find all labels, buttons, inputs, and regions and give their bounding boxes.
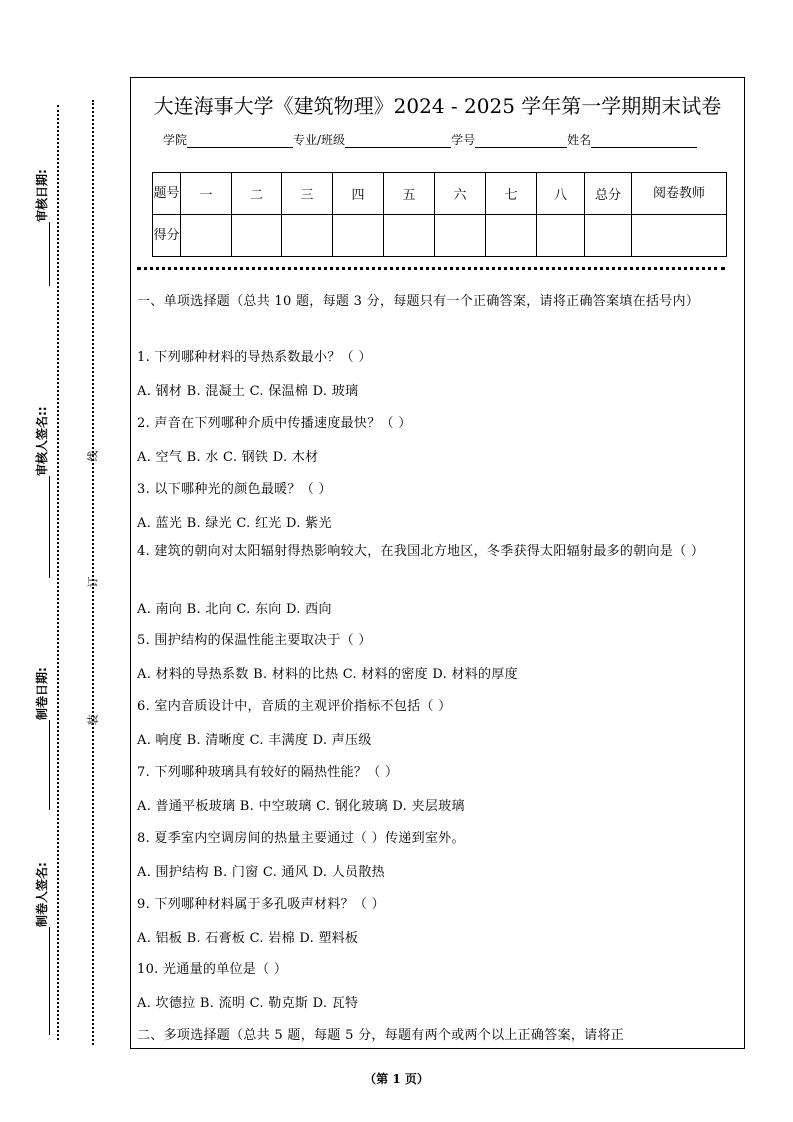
question-4: 4. 建筑的朝向对太阳辐射得热影响较大，在我国北方地区，冬季获得太阳辐射最多的朝向是（ ） xyxy=(137,544,705,559)
question-2: 2. 声音在下列哪种介质中传播速度最快？（ ） xyxy=(137,416,412,431)
section1-heading: 一、单项选择题（总共 10 题，每题 3 分，每题只有一个正确答案，请将正确答案填在括号内） xyxy=(137,294,700,309)
answer-options-6: A. 响度 B. 清晰度 C. 丰满度 D. 声压级 xyxy=(137,733,372,748)
score-cell-3[interactable] xyxy=(282,215,333,257)
student-info-row xyxy=(163,131,697,148)
section2-heading: 二、多项选择题（总共 5 题，每题 5 分，每题有两个或两个以上正确答案，请将正 xyxy=(137,1028,625,1043)
score-cell-total[interactable] xyxy=(585,215,632,257)
name-label: 姓名 xyxy=(567,133,592,147)
col-4: 四 xyxy=(333,173,384,215)
score-cell-4[interactable] xyxy=(333,215,384,257)
score-cell-5[interactable] xyxy=(384,215,435,257)
answer-options-5: A. 材料的导热系数 B. 材料的比热 C. 材料的密度 D. 材料的厚度 xyxy=(137,667,518,682)
score-cell-6[interactable] xyxy=(435,215,486,257)
reviewer-sign-field xyxy=(30,392,50,578)
answer-options-4: A. 南向 B. 北向 C. 东向 D. 西向 xyxy=(137,602,332,617)
answer-options-9: A. 铝板 B. 石膏板 C. 岩棉 D. 塑料板 xyxy=(137,931,359,946)
answer-options-7: A. 普通平板玻璃 B. 中空玻璃 C. 钢化玻璃 D. 夹层玻璃 xyxy=(137,799,465,814)
score-row-header: 得分 xyxy=(153,215,181,257)
binding-dotted-line-outer xyxy=(57,105,59,1040)
page-footer: （第 1 页） xyxy=(364,1072,429,1086)
reviewer-header: 阅卷教师 xyxy=(632,173,727,215)
make-date-label: 制卷日期: xyxy=(35,667,49,720)
score-cell-1[interactable] xyxy=(181,215,232,257)
question-6: 6. 室内音质设计中，音质的主观评价指标不包括（ ） xyxy=(137,699,452,714)
col-6: 六 xyxy=(435,173,486,215)
maker-sign-label: 制卷人签名: xyxy=(35,862,49,927)
question-10: 10. 光通量的单位是（ ） xyxy=(137,962,288,977)
dotted-separator xyxy=(137,267,725,270)
binding-char-fold: 装 xyxy=(86,714,100,726)
question-1: 1. 下列哪种材料的导热系数最小？（ ） xyxy=(137,350,372,365)
score-table xyxy=(152,172,727,257)
college-input[interactable] xyxy=(187,135,293,148)
major-label: 专业/班级 xyxy=(293,133,346,147)
answer-options-2: A. 空气 B. 水 C. 钢铁 D. 木材 xyxy=(137,450,319,465)
answer-options-10: A. 坎德拉 B. 流明 C. 勒克斯 D. 瓦特 xyxy=(137,996,359,1011)
binding-char-line: 线 xyxy=(86,450,100,462)
review-date-label: 审核日期: xyxy=(35,169,49,222)
score-cell-7[interactable] xyxy=(486,215,537,257)
answer-options-1: A. 钢材 B. 混凝土 C. 保温棉 D. 玻璃 xyxy=(137,384,359,399)
review-date-field xyxy=(30,166,50,286)
binding-dotted-line-inner xyxy=(92,100,94,1045)
college-label: 学院 xyxy=(163,133,188,147)
reviewer-sign-line[interactable] xyxy=(35,476,50,578)
question-9: 9. 下列哪种材料属于多孔吸声材料？（ ） xyxy=(137,897,385,912)
maker-sign-field xyxy=(30,849,50,1035)
question-3: 3. 以下哪种光的颜色最暖？（ ） xyxy=(137,482,332,497)
col-3: 三 xyxy=(282,173,333,215)
col-2: 二 xyxy=(232,173,282,215)
answer-options-3: A. 蓝光 B. 绿光 C. 红光 D. 紫光 xyxy=(137,516,332,531)
score-cell-2[interactable] xyxy=(232,215,282,257)
col-total: 总分 xyxy=(585,173,632,215)
question-number-header: 题号 xyxy=(153,173,181,215)
make-date-line[interactable] xyxy=(35,720,50,810)
col-7: 七 xyxy=(486,173,537,215)
col-5: 五 xyxy=(384,173,435,215)
answer-options-8: A. 围护结构 B. 门窗 C. 通风 D. 人员散热 xyxy=(137,865,385,880)
student-id-label: 学号 xyxy=(451,133,476,147)
question-7: 7. 下列哪种玻璃具有较好的隔热性能？（ ） xyxy=(137,765,399,780)
name-input[interactable] xyxy=(591,135,697,148)
exam-title: 大连海事大学《建筑物理》2024 - 2025 学年第一学期期末试卷 xyxy=(153,94,722,118)
major-input[interactable] xyxy=(345,135,451,148)
question-5: 5. 围护结构的保温性能主要取决于（ ） xyxy=(137,633,372,648)
student-id-input[interactable] xyxy=(475,135,567,148)
score-cell-reviewer[interactable] xyxy=(632,215,727,257)
score-cell-8[interactable] xyxy=(537,215,585,257)
question-8: 8. 夏季室内空调房间的热量主要通过（ ）传递到室外。 xyxy=(137,831,465,846)
reviewer-sign-label: 审核人签名:: xyxy=(35,406,49,476)
col-1: 一 xyxy=(181,173,232,215)
review-date-line[interactable] xyxy=(35,222,50,286)
col-8: 八 xyxy=(537,173,585,215)
make-date-field xyxy=(30,654,50,810)
binding-char-bind: 订 xyxy=(86,576,100,588)
maker-sign-line[interactable] xyxy=(35,927,50,1035)
